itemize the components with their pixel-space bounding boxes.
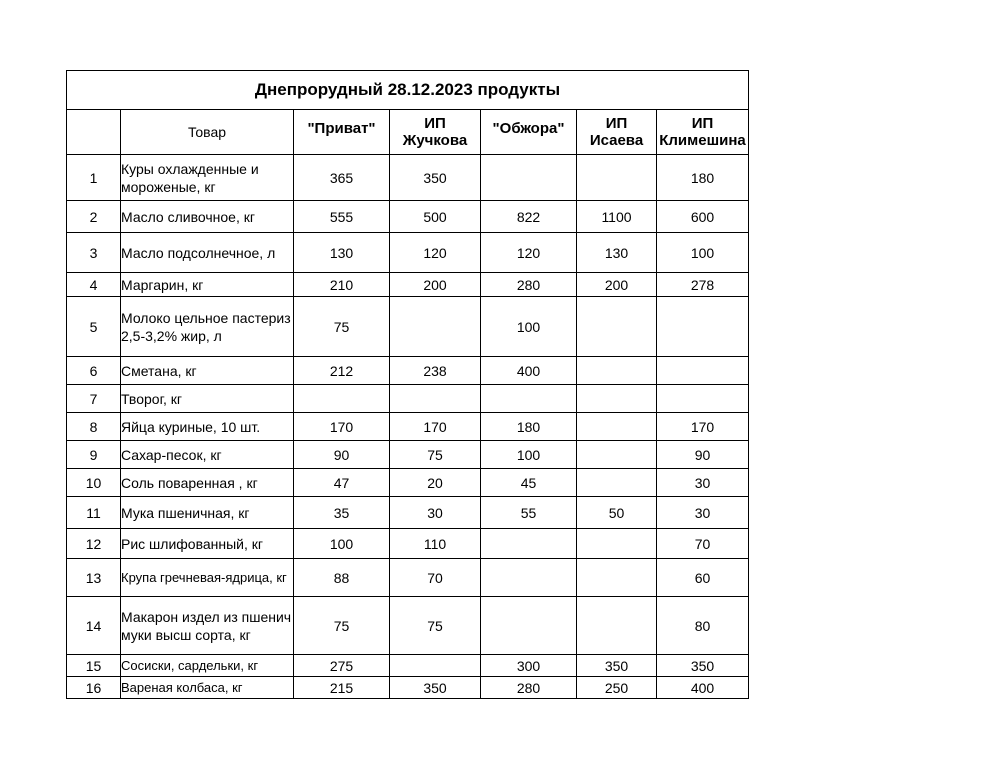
table-row (67, 597, 749, 655)
price-cell: 75 (390, 597, 481, 655)
price-cell (294, 385, 390, 413)
table-row (67, 155, 749, 201)
price-cell: 1100 (577, 201, 657, 233)
price-cell: 30 (657, 497, 749, 529)
row-number: 9 (67, 441, 121, 469)
price-cell: 400 (481, 357, 577, 385)
product-name: Вареная колбаса, кг (121, 677, 294, 699)
product-name: Сметана, кг (121, 357, 294, 385)
price-cell: 90 (294, 441, 390, 469)
price-cell: 47 (294, 469, 390, 497)
row-number: 11 (67, 497, 121, 529)
table-row (67, 469, 749, 497)
row-number: 14 (67, 597, 121, 655)
header-klimeshina: ИП Климешина (657, 110, 749, 155)
price-cell: 30 (390, 497, 481, 529)
price-cell: 365 (294, 155, 390, 201)
table-row (67, 233, 749, 273)
price-cell (481, 559, 577, 597)
row-number: 5 (67, 297, 121, 357)
price-cell (577, 357, 657, 385)
header-number (67, 110, 121, 155)
header-privat: "Приват" (294, 110, 390, 155)
price-cell: 170 (390, 413, 481, 441)
price-cell (390, 655, 481, 677)
price-cell (577, 469, 657, 497)
price-cell (657, 357, 749, 385)
price-cell: 238 (390, 357, 481, 385)
price-cell: 70 (657, 529, 749, 559)
row-number: 4 (67, 273, 121, 297)
table-row (67, 441, 749, 469)
price-cell: 120 (481, 233, 577, 273)
price-cell: 350 (577, 655, 657, 677)
table-row (67, 201, 749, 233)
price-cell: 20 (390, 469, 481, 497)
price-cell: 170 (657, 413, 749, 441)
product-name: Масло подсолнечное, л (121, 233, 294, 273)
price-cell: 350 (390, 677, 481, 699)
price-cell: 70 (390, 559, 481, 597)
price-cell: 180 (481, 413, 577, 441)
price-cell (657, 385, 749, 413)
product-name: Соль поваренная , кг (121, 469, 294, 497)
price-cell: 110 (390, 529, 481, 559)
product-name: Мука пшеничная, кг (121, 497, 294, 529)
header-product: Товар (121, 110, 294, 155)
price-cell: 90 (657, 441, 749, 469)
price-cell (577, 529, 657, 559)
price-cell (657, 297, 749, 357)
price-cell: 120 (390, 233, 481, 273)
price-cell: 212 (294, 357, 390, 385)
product-name: Сосиски, сардельки, кг (121, 655, 294, 677)
price-cell: 200 (577, 273, 657, 297)
price-cell (577, 413, 657, 441)
price-cell: 100 (294, 529, 390, 559)
table-row (67, 559, 749, 597)
price-cell: 75 (390, 441, 481, 469)
product-name: Крупа гречневая-ядрица, кг (121, 559, 294, 597)
price-cell: 280 (481, 273, 577, 297)
price-cell: 35 (294, 497, 390, 529)
price-cell (390, 385, 481, 413)
product-name: Маргарин, кг (121, 273, 294, 297)
row-number: 6 (67, 357, 121, 385)
header-obzhora: "Обжора" (481, 110, 577, 155)
table-row (67, 297, 749, 357)
product-name: Творог, кг (121, 385, 294, 413)
price-cell: 300 (481, 655, 577, 677)
table-body (67, 155, 749, 699)
table-row (67, 357, 749, 385)
price-cell: 170 (294, 413, 390, 441)
table-row (67, 497, 749, 529)
price-cell (481, 155, 577, 201)
price-cell (390, 297, 481, 357)
product-name: Молоко цельное пастериз 2,5-3,2% жир, л (121, 297, 294, 357)
row-number: 8 (67, 413, 121, 441)
row-number: 1 (67, 155, 121, 201)
price-cell (481, 529, 577, 559)
table-row (67, 655, 749, 677)
row-number: 7 (67, 385, 121, 413)
price-table (66, 70, 749, 699)
price-cell: 88 (294, 559, 390, 597)
row-number: 13 (67, 559, 121, 597)
price-cell: 215 (294, 677, 390, 699)
product-name: Масло сливочное, кг (121, 201, 294, 233)
price-cell: 80 (657, 597, 749, 655)
price-cell: 275 (294, 655, 390, 677)
price-cell (481, 597, 577, 655)
price-cell: 130 (294, 233, 390, 273)
header-isaeva: ИП Исаева (577, 110, 657, 155)
price-cell (577, 297, 657, 357)
price-cell: 600 (657, 201, 749, 233)
table-row (67, 677, 749, 699)
row-number: 10 (67, 469, 121, 497)
price-cell: 280 (481, 677, 577, 699)
price-cell: 555 (294, 201, 390, 233)
price-cell: 100 (657, 233, 749, 273)
price-cell: 130 (577, 233, 657, 273)
price-cell: 45 (481, 469, 577, 497)
table-row (67, 529, 749, 559)
price-cell (577, 559, 657, 597)
price-cell: 30 (657, 469, 749, 497)
price-cell: 75 (294, 297, 390, 357)
price-cell (577, 597, 657, 655)
price-cell: 210 (294, 273, 390, 297)
price-cell: 500 (390, 201, 481, 233)
price-cell: 100 (481, 297, 577, 357)
price-cell: 60 (657, 559, 749, 597)
product-name: Рис шлифованный, кг (121, 529, 294, 559)
row-number: 15 (67, 655, 121, 677)
table-row (67, 385, 749, 413)
row-number: 16 (67, 677, 121, 699)
product-name: Яйца куриные, 10 шт. (121, 413, 294, 441)
row-number: 3 (67, 233, 121, 273)
price-cell: 278 (657, 273, 749, 297)
row-number: 12 (67, 529, 121, 559)
product-name: Сахар-песок, кг (121, 441, 294, 469)
price-cell: 350 (390, 155, 481, 201)
product-name: Куры охлажденные и мороженые, кг (121, 155, 294, 201)
price-cell: 250 (577, 677, 657, 699)
price-cell: 55 (481, 497, 577, 529)
price-cell: 75 (294, 597, 390, 655)
price-cell (577, 155, 657, 201)
price-cell: 400 (657, 677, 749, 699)
price-cell: 180 (657, 155, 749, 201)
price-cell: 100 (481, 441, 577, 469)
table-title: Днепрорудный 28.12.2023 продукты (67, 71, 749, 110)
price-cell: 822 (481, 201, 577, 233)
table-row (67, 273, 749, 297)
price-cell (577, 441, 657, 469)
price-cell (577, 385, 657, 413)
price-cell: 50 (577, 497, 657, 529)
price-cell: 200 (390, 273, 481, 297)
price-cell: 350 (657, 655, 749, 677)
header-zhuchkova: ИП Жучкова (390, 110, 481, 155)
product-name: Макарон издел из пшенич муки высш сорта, кг (121, 597, 294, 655)
price-cell (481, 385, 577, 413)
table-row (67, 413, 749, 441)
row-number: 2 (67, 201, 121, 233)
